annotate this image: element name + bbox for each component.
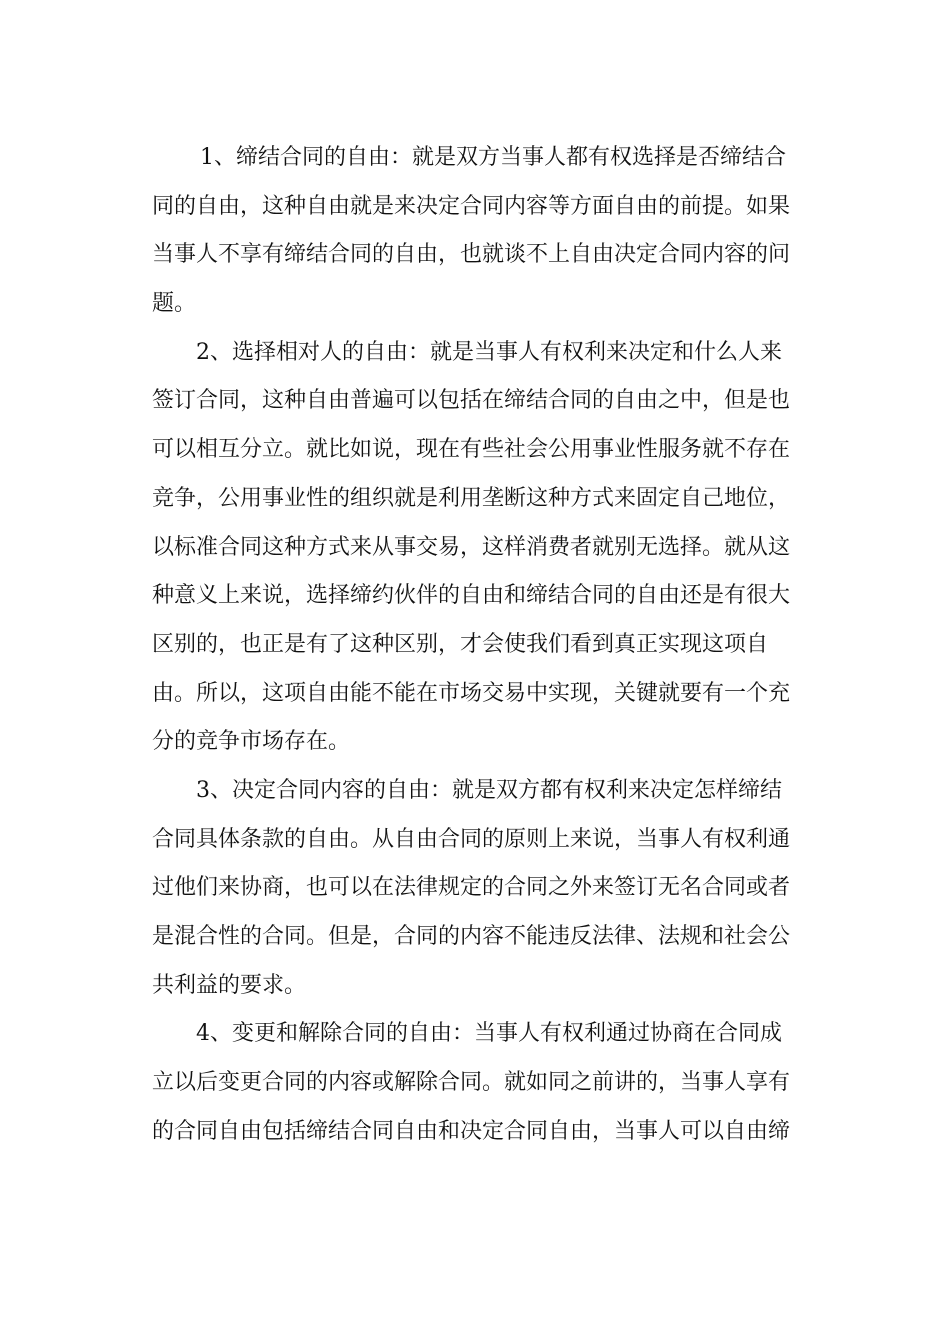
paragraph-line: 2、选择相对人的自由：就是当事人有权利来决定和什么人来 xyxy=(196,339,782,365)
paragraph-line: 的合同自由包括缔结合同自由和决定合同自由，当事人可以自由缔 xyxy=(152,1118,791,1144)
paragraph-line: 以标准合同这种方式来从事交易，这样消费者就别无选择。就从这 xyxy=(152,534,791,560)
paragraph-line: 同的自由，这种自由就是来决定合同内容等方面自由的前提。如果 xyxy=(152,193,791,219)
paragraph-line: 由。所以，这项自由能不能在市场交易中实现，关键就要有一个充 xyxy=(152,680,791,706)
paragraph-line: 立以后变更合同的内容或解除合同。就如同之前讲的，当事人享有 xyxy=(152,1070,791,1096)
paragraph-line: 是混合性的合同。但是，合同的内容不能违反法律、法规和社会公 xyxy=(152,924,791,949)
paragraph-line: 合同具体条款的自由。从自由合同的原则上来说，当事人有权利通 xyxy=(152,826,791,852)
paragraph-line: 可以相互分立。就比如说，现在有些社会公用事业性服务就不存在 xyxy=(152,437,791,463)
paragraph-4 xyxy=(152,1010,802,1156)
paragraph-line: 竞争，公用事业性的组织就是利用垄断这种方式来固定自己地位， xyxy=(152,485,791,511)
paragraph-line: 种意义上来说，选择缔约伙伴的自由和缔结合同的自由还是有很大 xyxy=(152,583,791,609)
paragraph-line: 4、变更和解除合同的自由：当事人有权利通过协商在合同成 xyxy=(196,1021,782,1047)
paragraph-3 xyxy=(152,767,802,1010)
paragraph-1 xyxy=(152,134,802,329)
paragraph-line: 过他们来协商，也可以在法律规定的合同之外来签订无名合同或者 xyxy=(152,875,791,901)
paragraph-line: 签订合同，这种自由普遍可以包括在缔结合同的自由之中，但是也 xyxy=(152,388,791,414)
paragraph-line: 3、决定合同内容的自由：就是双方都有权利来决定怎样缔结 xyxy=(196,777,782,803)
document-body xyxy=(152,134,802,1156)
paragraph-line: 题。 xyxy=(152,291,197,317)
paragraph-line: 共利益的要求。 xyxy=(152,972,307,998)
paragraph-line: 区别的，也正是有了这种区别，才会使我们看到真正实现这项自 xyxy=(152,631,769,657)
paragraph-2 xyxy=(152,329,802,767)
paragraph-line: 1、缔结合同的自由：就是双方当事人都有权选择是否缔结合 xyxy=(200,145,786,170)
paragraph-line: 分的竞争市场存在。 xyxy=(152,729,351,755)
paragraph-line: 当事人不享有缔结合同的自由，也就谈不上自由决定合同内容的问 xyxy=(152,242,791,268)
